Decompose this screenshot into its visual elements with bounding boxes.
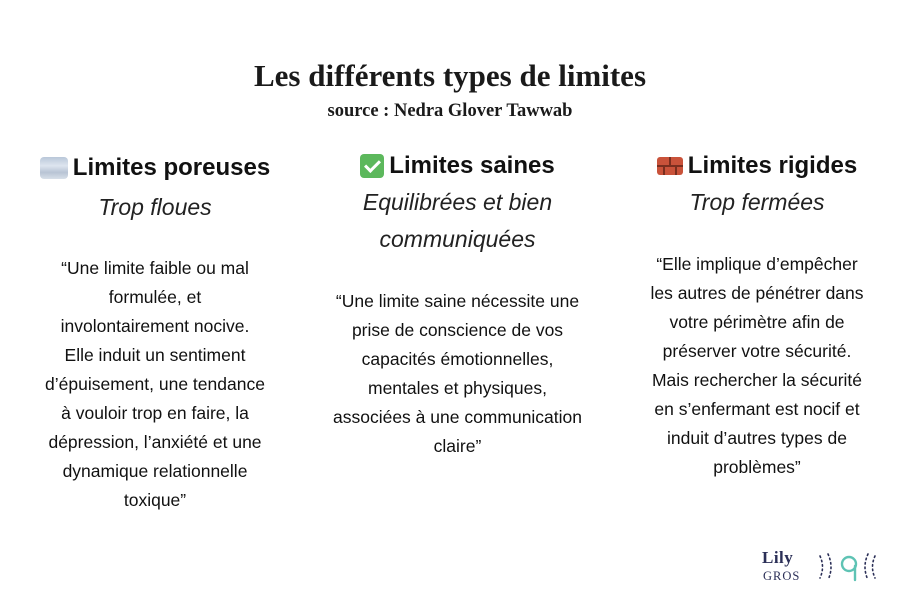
column-heading-label: Limites saines [389, 152, 555, 179]
check-mark-icon [360, 154, 384, 178]
page-title: Les différents types de limites [253, 58, 647, 93]
column-subheading: Trop floues [98, 194, 212, 220]
author-logo [756, 548, 886, 588]
column-heading [612, 152, 900, 180]
column-subheading: Trop fermées [689, 189, 825, 215]
column-quote: “Elle implique d’empêcher les autres de pénétrer dans votre périmètre afin de préserver votre sécurité. Mais rechercher la sécurité en s’enfermant est nocif et induit d’autres types de problèmes” [650, 254, 864, 477]
column-quote: “Une limite saine nécessite une prise de conscience de vos capacités émotionnelles, mentales et physiques, associées à une communication claire” [332, 291, 583, 456]
column-heading [305, 152, 610, 180]
column-quote: “Une limite faible ou mal formulée, et involontairement nocive. Elle induit un sentiment d’épuisement, une tendance à vouloir trop en faire, la dépression, l’anxiété et une dynamique relationnelle toxique” [45, 258, 265, 510]
fog-icon [40, 157, 68, 179]
brick-icon [657, 157, 683, 175]
column-subheading: Equilibrées et bien communiquées [362, 189, 553, 252]
logo-surname: GROS [763, 569, 801, 583]
lily-gros-logo-mark-icon [814, 550, 878, 584]
page-subtitle: source : Nedra Glover Tawwab [327, 101, 573, 121]
column-heading-label: Limites poreuses [72, 154, 271, 181]
column-heading-label: Limites rigides [687, 152, 858, 179]
logo-name: Lily [762, 548, 794, 567]
column-heading [10, 154, 300, 182]
